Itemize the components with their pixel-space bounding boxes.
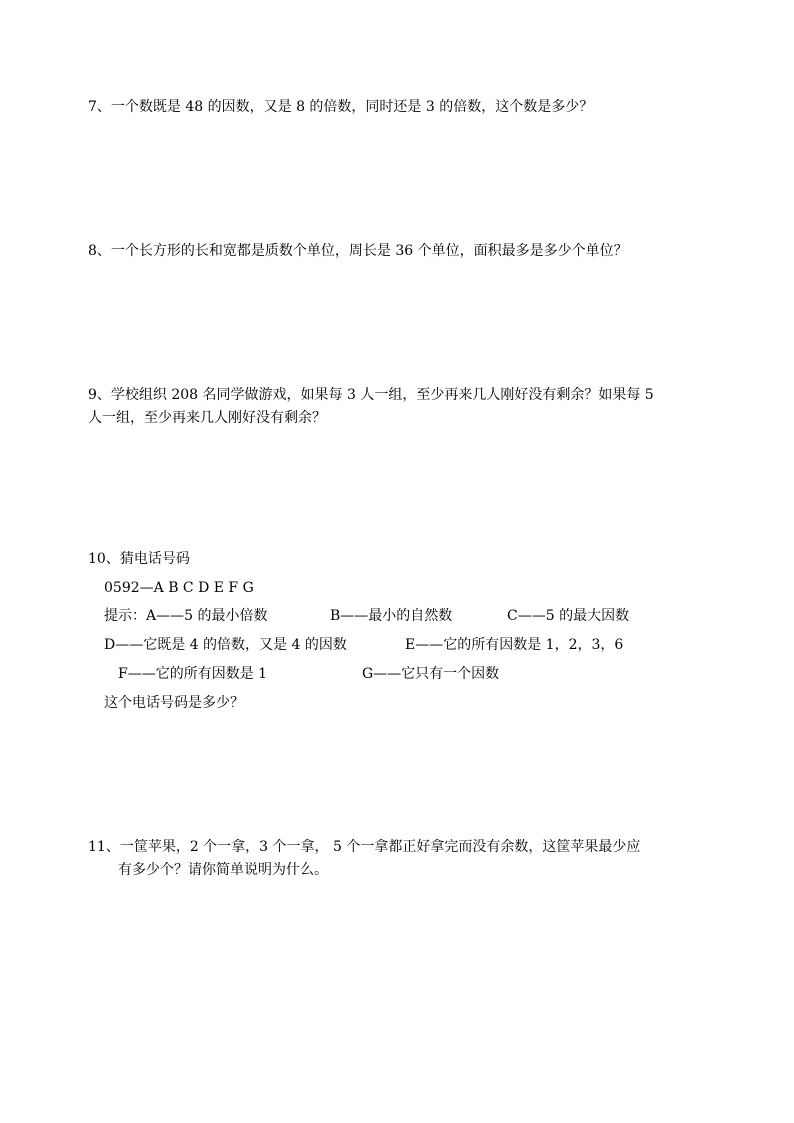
q9-text-line1: 9、学校组织 208 名同学做游戏，如果每 3 人一组，至少再来几人刚好没有剩余？如果每 5 — [88, 387, 654, 403]
q10-title: 10、猜电话号码 — [88, 551, 190, 567]
q8-text: 8、一个长方形的长和宽都是质数个单位，周长是 36 个单位，面积最多是多少个单位？ — [88, 243, 628, 259]
q10-hint-a: 提示：A——5 的最小倍数 — [104, 608, 268, 624]
q10-hint-c: C——5 的最大因数 — [507, 608, 630, 624]
q11-text-line2: 有多少个？请你简单说明为什么。 — [118, 862, 328, 878]
q11-text-line1: 11、一筐苹果，2 个一拿，3 个一拿， 5 个一拿都正好拿完而没有余数，这筐苹果最少应 — [88, 839, 641, 855]
q10-hint-d: D——它既是 4 的倍数，又是 4 的因数 — [104, 637, 347, 653]
q10-hint-g: G——它只有一个因数 — [362, 666, 500, 682]
q9-text-line2: 人一组，至少再来几人刚好没有剩余？ — [88, 410, 326, 426]
q10-phone-number: 0592—A B C D E F G — [104, 580, 254, 596]
q10-question: 这个电话号码是多少？ — [104, 695, 244, 711]
q10-hint-e: E——它的所有因数是 1，2，3，6 — [405, 637, 624, 653]
q7-text: 7、一个数既是 48 的因数，又是 8 的倍数，同时还是 3 的倍数，这个数是多少？ — [88, 99, 594, 115]
q10-hint-b: B——最小的自然数 — [330, 608, 453, 624]
q10-hint-f: F——它的所有因数是 1 — [118, 666, 268, 682]
